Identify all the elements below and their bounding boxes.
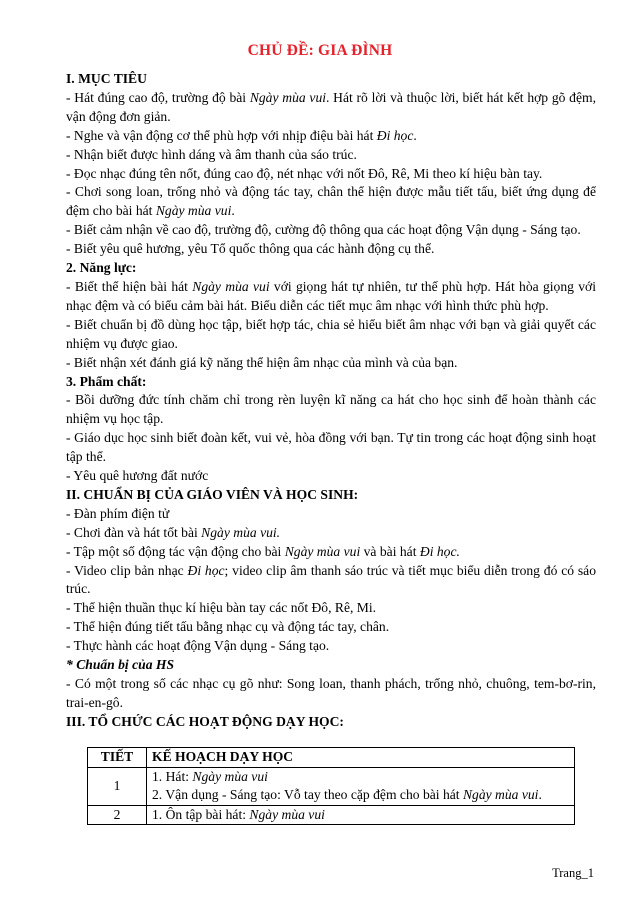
italic-title: Đi học. (419, 543, 460, 559)
heading-chuan-bi-hs: * Chuẩn bị của HS (66, 657, 175, 673)
list-item (66, 599, 596, 618)
list-item (66, 543, 596, 562)
section-nang-luc (66, 278, 596, 373)
text-run: - Chơi đàn và hát tốt bài (66, 524, 202, 540)
lesson-plan-table (87, 747, 575, 825)
italic-title: Ngày mùa vui (192, 278, 270, 294)
table-row (88, 805, 575, 825)
list-item (66, 391, 596, 429)
italic-title: Ngày mùa vui (249, 806, 325, 822)
list-item (66, 467, 596, 486)
italic-title: Ngày mùa vui (249, 89, 327, 105)
text-run: - Chơi song loan, trống nhỏ và động tác tay, chân thể hiện được mẫu tiết tấu, biết ứng dụng để đệm cho bài hát (66, 184, 596, 219)
plan-cell (147, 767, 575, 805)
list-item (66, 429, 596, 467)
text-run: - Tập một số động tác vận động cho bài (66, 543, 285, 559)
tiet-cell: 1 (88, 767, 147, 805)
list-item (66, 524, 596, 543)
text-run: - Nghe và vận động cơ thể phù hợp với nhịp điệu bài hát (66, 127, 377, 143)
document-body (66, 70, 596, 732)
list-item (66, 618, 596, 637)
text-run: - Biết yêu quê hương, yêu Tổ quốc thông qua các hành động cụ thể. (66, 241, 435, 257)
italic-title: Ngày mùa vui (155, 203, 232, 219)
list-item (66, 183, 596, 221)
heading-pham-chat: 3. Phẩm chất: (66, 373, 147, 389)
section-chuan-bi-hs (66, 675, 596, 713)
tiet-cell: 2 (88, 805, 147, 825)
list-item (66, 637, 596, 656)
text-run: - Bồi dưỡng đức tính chăm chỉ trong rèn luyện kĩ năng ca hát cho học sinh để hoàn thành các nhiệm vụ học tập. (66, 392, 596, 427)
heading-to-chuc: III. TỔ CHỨC CÁC HOẠT ĐỘNG DẠY HỌC: (66, 713, 344, 729)
list-item (66, 505, 596, 524)
list-item (66, 278, 596, 316)
text-run: - Thể hiện đúng tiết tấu bằng nhạc cụ và động tác tay, chân. (66, 619, 390, 635)
heading-nang-luc: 2. Năng lực: (66, 260, 137, 276)
text-run: . (538, 787, 542, 803)
italic-title: Đi học (376, 127, 414, 143)
text-run: - Đàn phím điện tử (66, 505, 170, 521)
list-item (66, 221, 596, 240)
heading-muc-tieu: I. MỤC TIÊU (66, 71, 147, 86)
plan-item (152, 806, 569, 825)
table-header-row (88, 748, 575, 768)
table-row (88, 767, 575, 805)
list-item (66, 316, 596, 354)
text-run: 2. Vận dụng - Sáng tạo: Vỗ tay theo cặp đệm cho bài hát (152, 787, 463, 803)
text-run: - Yêu quê hương đất nước (66, 468, 209, 484)
text-run: - Giáo dục học sinh biết đoàn kết, vui vẻ, hòa đồng với bạn. Tự tin trong các hoạt động sinh hoạt tập thể. (66, 430, 596, 465)
list-item (66, 146, 596, 165)
text-run: ; video clip âm thanh sáo trúc và tiết mục biểu diễn trong đó có sáo trúc. (66, 562, 596, 597)
list-item (66, 165, 596, 184)
text-run: - Biết chuẩn bị đồ dùng học tập, biết hợp tác, chia sẻ hiểu biết âm nhạc với bạn và giải quyết các nhiệm vụ được giao. (66, 316, 596, 351)
heading-chuan-bi: II. CHUẨN BỊ CỦA GIÁO VIÊN VÀ HỌC SINH: (66, 486, 359, 502)
list-item (66, 240, 596, 259)
section-pham-chat (66, 391, 596, 486)
text-run: - Biết nhận xét đánh giá kỹ năng thể hiện âm nhạc của mình và của bạn. (66, 354, 458, 370)
section-muc-tieu (66, 89, 596, 259)
italic-title: Ngày mùa vui. (201, 524, 281, 540)
plan-item (152, 768, 569, 787)
list-item (66, 675, 596, 713)
text-run: - Thể hiện thuần thục kí hiệu bàn tay các nốt Đô, Rê, Mi. (66, 600, 377, 616)
text-run: - Biết cảm nhận về cao độ, trường độ, cường độ thông qua các hoạt động Vận dụng - Sáng tạo. (66, 222, 581, 238)
page-number: Trang_1 (552, 866, 594, 880)
list-item (66, 562, 596, 600)
text-run: - Đọc nhạc đúng tên nốt, đúng cao độ, nét nhạc với nốt Đô, Rê, Mi theo kí hiệu bàn tay. (66, 165, 543, 181)
italic-title: Đi học (187, 562, 225, 578)
list-item (66, 89, 596, 127)
italic-title: Ngày mùa vui (462, 787, 539, 803)
text-run: với giọng hát tự nhiên, tư thế phù hợp. Hát hòa giọng với nhạc đệm và có biểu cảm bài hát. Biểu diễn các tiết mục âm nhạc với hình thức phù hợp. (66, 278, 597, 313)
text-run: - Nhận biết được hình dáng và âm thanh của sáo trúc. (66, 146, 357, 162)
plan-cell (147, 805, 575, 825)
plan-item (152, 786, 569, 805)
italic-title: Ngày mùa vui (284, 543, 361, 559)
section-chuan-bi (66, 505, 596, 656)
italic-title: Ngày mùa vui (192, 768, 268, 784)
text-run: - Video clip bản nhạc (66, 562, 188, 578)
text-run: - Hát đúng cao độ, trường độ bài (66, 89, 250, 105)
text-run: - Có một trong số các nhạc cụ gõ như: Song loan, thanh phách, trống nhỏ, chuông, tem-bơ-rin, trai-en-gô. (66, 676, 596, 710)
text-run: - Biết thể hiện bài hát (66, 278, 193, 294)
text-run: - Thực hành các hoạt động Vận dụng - Sáng tạo. (66, 638, 330, 654)
list-item (66, 127, 596, 146)
header-ke-hoach: KẾ HOẠCH DẠY HỌC (147, 748, 575, 768)
text-run: . (231, 203, 235, 219)
text-run: và bài hát (360, 543, 420, 559)
header-tiet: TIẾT (88, 748, 147, 768)
text-run: 1. Ôn tập bài hát: (152, 806, 250, 822)
list-item (66, 354, 596, 373)
text-run: 1. Hát: (152, 768, 193, 784)
table-body (88, 767, 575, 825)
document-title: CHỦ ĐỀ: GIA ĐÌNH (247, 42, 393, 59)
text-run: . Hát rõ lời và thuộc lời, biết hát kết hợp gõ đệm, vận động đơn giản. (66, 89, 596, 124)
text-run: . (413, 127, 417, 143)
